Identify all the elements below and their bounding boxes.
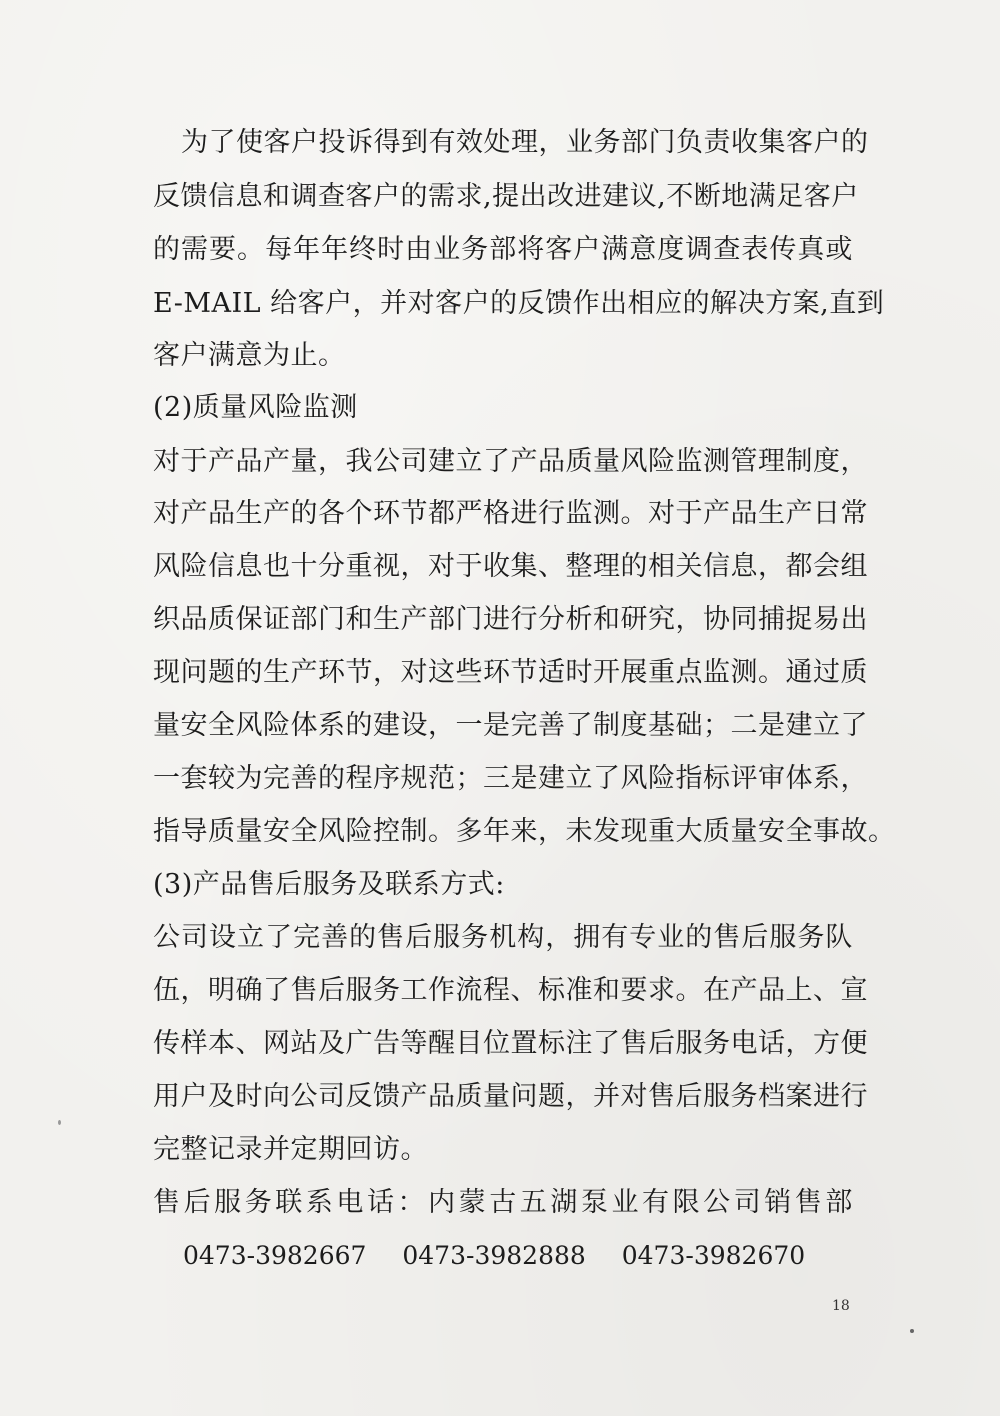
page-number: 18 xyxy=(832,1298,850,1314)
section3-line-1: 公 司 设 立 了 完 善 的 售 后 服 务 机 构 ， 拥 有 专 业 的 售 后 服 务 队 xyxy=(153,922,853,953)
phone-number: 0473-3982670 xyxy=(621,1241,806,1270)
section3-line-2: 伍 ， 明 确 了 售 后 服 务 工 作 流 程 、 标 准 和 要 求 。 在 产 品 上 、 宣 xyxy=(153,975,868,1006)
contact-line: 售 后 服 务 联 系 电 话 ： 内 蒙 古 五 湖 泵 业 有 限 公 司 销 售 部 xyxy=(153,1187,853,1218)
section3-line-4: 用 户 及 时 向 公 司 反 馈 产 品 质 量 问 题 ， 并 对 售 后 服 务 档 案 进 行 xyxy=(153,1081,868,1112)
section3-heading: (3)产品售后服务及联系方式: xyxy=(153,869,505,900)
section2-heading: (2)质量风险监测 xyxy=(153,392,358,423)
scan-speck xyxy=(910,1329,914,1333)
phone-number: 0473-3982667 xyxy=(183,1241,367,1270)
section3-line-3: 传 样 本 、 网 站 及 广 告 等 醒 目 位 置 标 注 了 售 后 服 务 电 话 ， 方 便 xyxy=(153,1028,868,1059)
section2-line-6: 量 安 全 风 险 体 系 的 建 设 ， 一 是 完 善 了 制 度 基 础 ； 二 是 建 立 了 xyxy=(153,710,868,741)
section2-line-2: 对 产 品 生 产 的 各 个 环 节 都 严 格 进 行 监 测 。 对 于 产 品 生 产 日 常 xyxy=(153,498,868,529)
para1-line-1: 为了使客户投诉得到有效处理，业务部门负责收集客户的 xyxy=(181,127,869,158)
section2-line-5: 现 问 题 的 生 产 环 节 ， 对 这 些 环 节 适 时 开 展 重 点 监 测 。 通 过 质 xyxy=(153,657,868,688)
para1-line-2: 反 馈 信 息 和 调 查 客 户 的 需 求 , 提 出 改 进 建 议 , 不 断 地 满 足 客 户 xyxy=(153,181,859,212)
para1-line-5: 客户满意为止。 xyxy=(153,340,346,371)
para1-line-4: E-MAIL 给客户，并对客户的反馈作出相应的解决方案,直到 xyxy=(153,288,885,319)
section2-line-4: 织 品 质 保 证 部 门 和 生 产 部 门 进 行 分 析 和 研 究 ， 协 同 捕 捉 易 出 xyxy=(153,604,868,635)
section2-line-3: 风 险 信 息 也 十 分 重 视 ， 对 于 收 集 、 整 理 的 相 关 信 息 ， 都 会 组 xyxy=(153,551,868,582)
section3-line-5: 完整记录并定期回访。 xyxy=(153,1134,428,1165)
phone-number: 0473-3982888 xyxy=(402,1241,586,1270)
section2-line-1: 对于产品产量，我公司建立了产品质量风险监测管理制度， xyxy=(153,446,868,477)
section2-line-8: 指 导 质 量 安 全 风 险 控 制 。 多 年 来 ， 未 发 现 重 大 质 量 安 全 事 故 。 xyxy=(153,816,896,847)
scan-speck xyxy=(58,1120,61,1125)
section2-line-7: 一套较为完善的程序规范；三是建立了风险指标评审体系， xyxy=(153,763,868,794)
para1-line-3: 的 需 要 。 每 年 年 终 时 由 业 务 部 将 客 户 满 意 度 调 查 表 传 真 或 xyxy=(153,234,853,265)
contact-phones xyxy=(183,1240,833,1272)
